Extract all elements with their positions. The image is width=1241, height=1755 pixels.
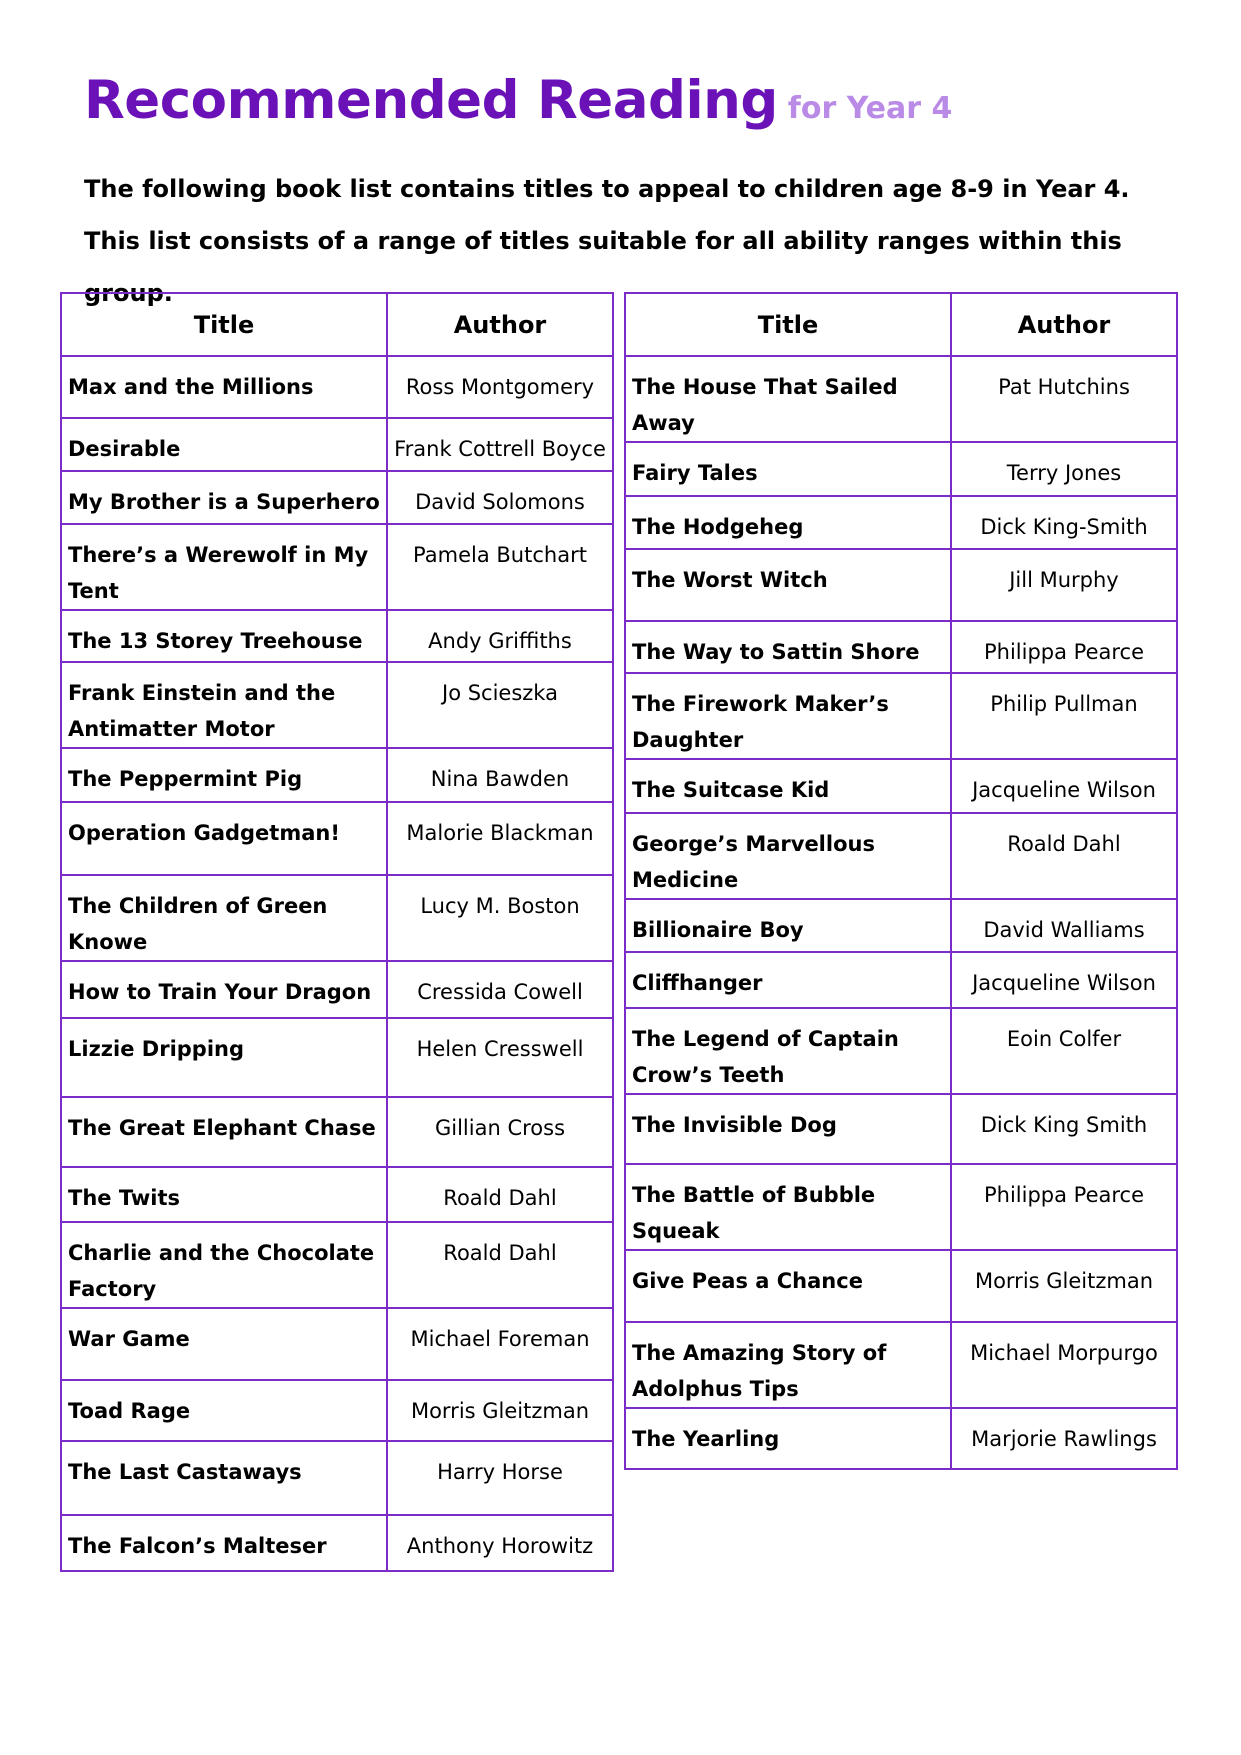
table-row (625, 1408, 1177, 1469)
book-title: The Firework Maker’s Daughter (625, 673, 951, 759)
book-author: Jill Murphy (951, 549, 1177, 621)
table-row (61, 1441, 613, 1515)
table-row (61, 1515, 613, 1571)
book-author: Eoin Colfer (951, 1008, 1177, 1094)
table-row (61, 471, 613, 524)
book-title: Give Peas a Chance (625, 1250, 951, 1322)
title-subtitle: for Year 4 (787, 91, 953, 126)
table-row (625, 759, 1177, 813)
table-row (61, 1380, 613, 1441)
book-author: David Walliams (951, 899, 1177, 952)
book-author: Michael Morpurgo (951, 1322, 1177, 1408)
book-author: Morris Gleitzman (951, 1250, 1177, 1322)
book-author: Michael Foreman (387, 1308, 613, 1380)
book-title: The Children of Green Knowe (61, 875, 387, 961)
book-title: The Hodgeheg (625, 496, 951, 549)
book-title: The Great Elephant Chase (61, 1097, 387, 1167)
book-author: Helen Cresswell (387, 1018, 613, 1097)
table-row (61, 748, 613, 802)
book-author: Frank Cottrell Boyce (387, 418, 613, 471)
book-title: The Peppermint Pig (61, 748, 387, 802)
table-row (625, 356, 1177, 442)
title-main: Recommended Reading (84, 70, 778, 131)
book-table-right (624, 292, 1178, 1470)
column-header-title: Title (625, 293, 951, 356)
table-header-row (625, 293, 1177, 356)
book-table-left (60, 292, 614, 1572)
book-author: Nina Bawden (387, 748, 613, 802)
table-row (625, 813, 1177, 899)
book-author: Philip Pullman (951, 673, 1177, 759)
book-title: Cliffhanger (625, 952, 951, 1008)
book-author: Dick King-Smith (951, 496, 1177, 549)
book-author: Roald Dahl (387, 1222, 613, 1308)
table-row (625, 549, 1177, 621)
table-row (61, 1167, 613, 1222)
book-author: Cressida Cowell (387, 961, 613, 1018)
table-row (61, 418, 613, 471)
book-title: The Amazing Story of Adolphus Tips (625, 1322, 951, 1408)
book-title: The Falcon’s Malteser (61, 1515, 387, 1571)
book-author: Terry Jones (951, 442, 1177, 496)
book-title: The Invisible Dog (625, 1094, 951, 1164)
table-row (625, 496, 1177, 549)
book-author: Dick King Smith (951, 1094, 1177, 1164)
book-title: The Way to Sattin Shore (625, 621, 951, 673)
table-row (625, 1322, 1177, 1408)
book-author: Philippa Pearce (951, 1164, 1177, 1250)
book-title: My Brother is a Superhero (61, 471, 387, 524)
book-title: The Legend of Captain Crow’s Teeth (625, 1008, 951, 1094)
book-author: Morris Gleitzman (387, 1380, 613, 1441)
book-title: Toad Rage (61, 1380, 387, 1441)
table-row (61, 802, 613, 875)
table-header-row (61, 293, 613, 356)
table-row (61, 356, 613, 418)
book-title: Frank Einstein and the Antimatter Motor (61, 662, 387, 748)
book-title: The Suitcase Kid (625, 759, 951, 813)
book-title: The Yearling (625, 1408, 951, 1469)
book-title: Desirable (61, 418, 387, 471)
column-header-title: Title (61, 293, 387, 356)
book-author: David Solomons (387, 471, 613, 524)
table-row (61, 875, 613, 961)
book-title: The Last Castaways (61, 1441, 387, 1515)
book-title: The Battle of Bubble Squeak (625, 1164, 951, 1250)
table-row (61, 1018, 613, 1097)
table-row (625, 1008, 1177, 1094)
table-row (61, 961, 613, 1018)
book-author: Andy Griffiths (387, 610, 613, 662)
book-author: Pat Hutchins (951, 356, 1177, 442)
book-author: Roald Dahl (951, 813, 1177, 899)
book-title: Charlie and the Chocolate Factory (61, 1222, 387, 1308)
book-title: There’s a Werewolf in My Tent (61, 524, 387, 610)
table-row (61, 1097, 613, 1167)
intro-paragraph: The following book list contains titles to appeal to children age 8-9 in Year 4. This list consists of a range of titles suitable for all ability ranges within this group. (84, 175, 1130, 307)
table-row (625, 621, 1177, 673)
table-row (625, 952, 1177, 1008)
book-author: Gillian Cross (387, 1097, 613, 1167)
book-author: Ross Montgomery (387, 356, 613, 418)
page-title (84, 70, 952, 131)
book-author: Malorie Blackman (387, 802, 613, 875)
book-author: Marjorie Rawlings (951, 1408, 1177, 1469)
book-author: Pamela Butchart (387, 524, 613, 610)
book-author: Roald Dahl (387, 1167, 613, 1222)
book-title: The Twits (61, 1167, 387, 1222)
book-author: Lucy M. Boston (387, 875, 613, 961)
book-title: Max and the Millions (61, 356, 387, 418)
book-title: War Game (61, 1308, 387, 1380)
table-row (625, 1250, 1177, 1322)
book-title: Fairy Tales (625, 442, 951, 496)
table-row (61, 524, 613, 610)
table-row (625, 899, 1177, 952)
book-title: The 13 Storey Treehouse (61, 610, 387, 662)
table-row (625, 673, 1177, 759)
book-author: Jacqueline Wilson (951, 759, 1177, 813)
table-row (625, 1164, 1177, 1250)
book-title: How to Train Your Dragon (61, 961, 387, 1018)
table-row (61, 662, 613, 748)
book-title: Operation Gadgetman! (61, 802, 387, 875)
column-header-author: Author (951, 293, 1177, 356)
book-author: Anthony Horowitz (387, 1515, 613, 1571)
book-title: Lizzie Dripping (61, 1018, 387, 1097)
table-row (61, 610, 613, 662)
book-author: Jo Scieszka (387, 662, 613, 748)
book-title: George’s Marvellous Medicine (625, 813, 951, 899)
book-title: The House That Sailed Away (625, 356, 951, 442)
book-title: The Worst Witch (625, 549, 951, 621)
book-title: Billionaire Boy (625, 899, 951, 952)
book-author: Jacqueline Wilson (951, 952, 1177, 1008)
table-row (625, 1094, 1177, 1164)
table-row (625, 442, 1177, 496)
book-author: Philippa Pearce (951, 621, 1177, 673)
column-header-author: Author (387, 293, 613, 356)
table-row (61, 1308, 613, 1380)
book-author: Harry Horse (387, 1441, 613, 1515)
table-row (61, 1222, 613, 1308)
